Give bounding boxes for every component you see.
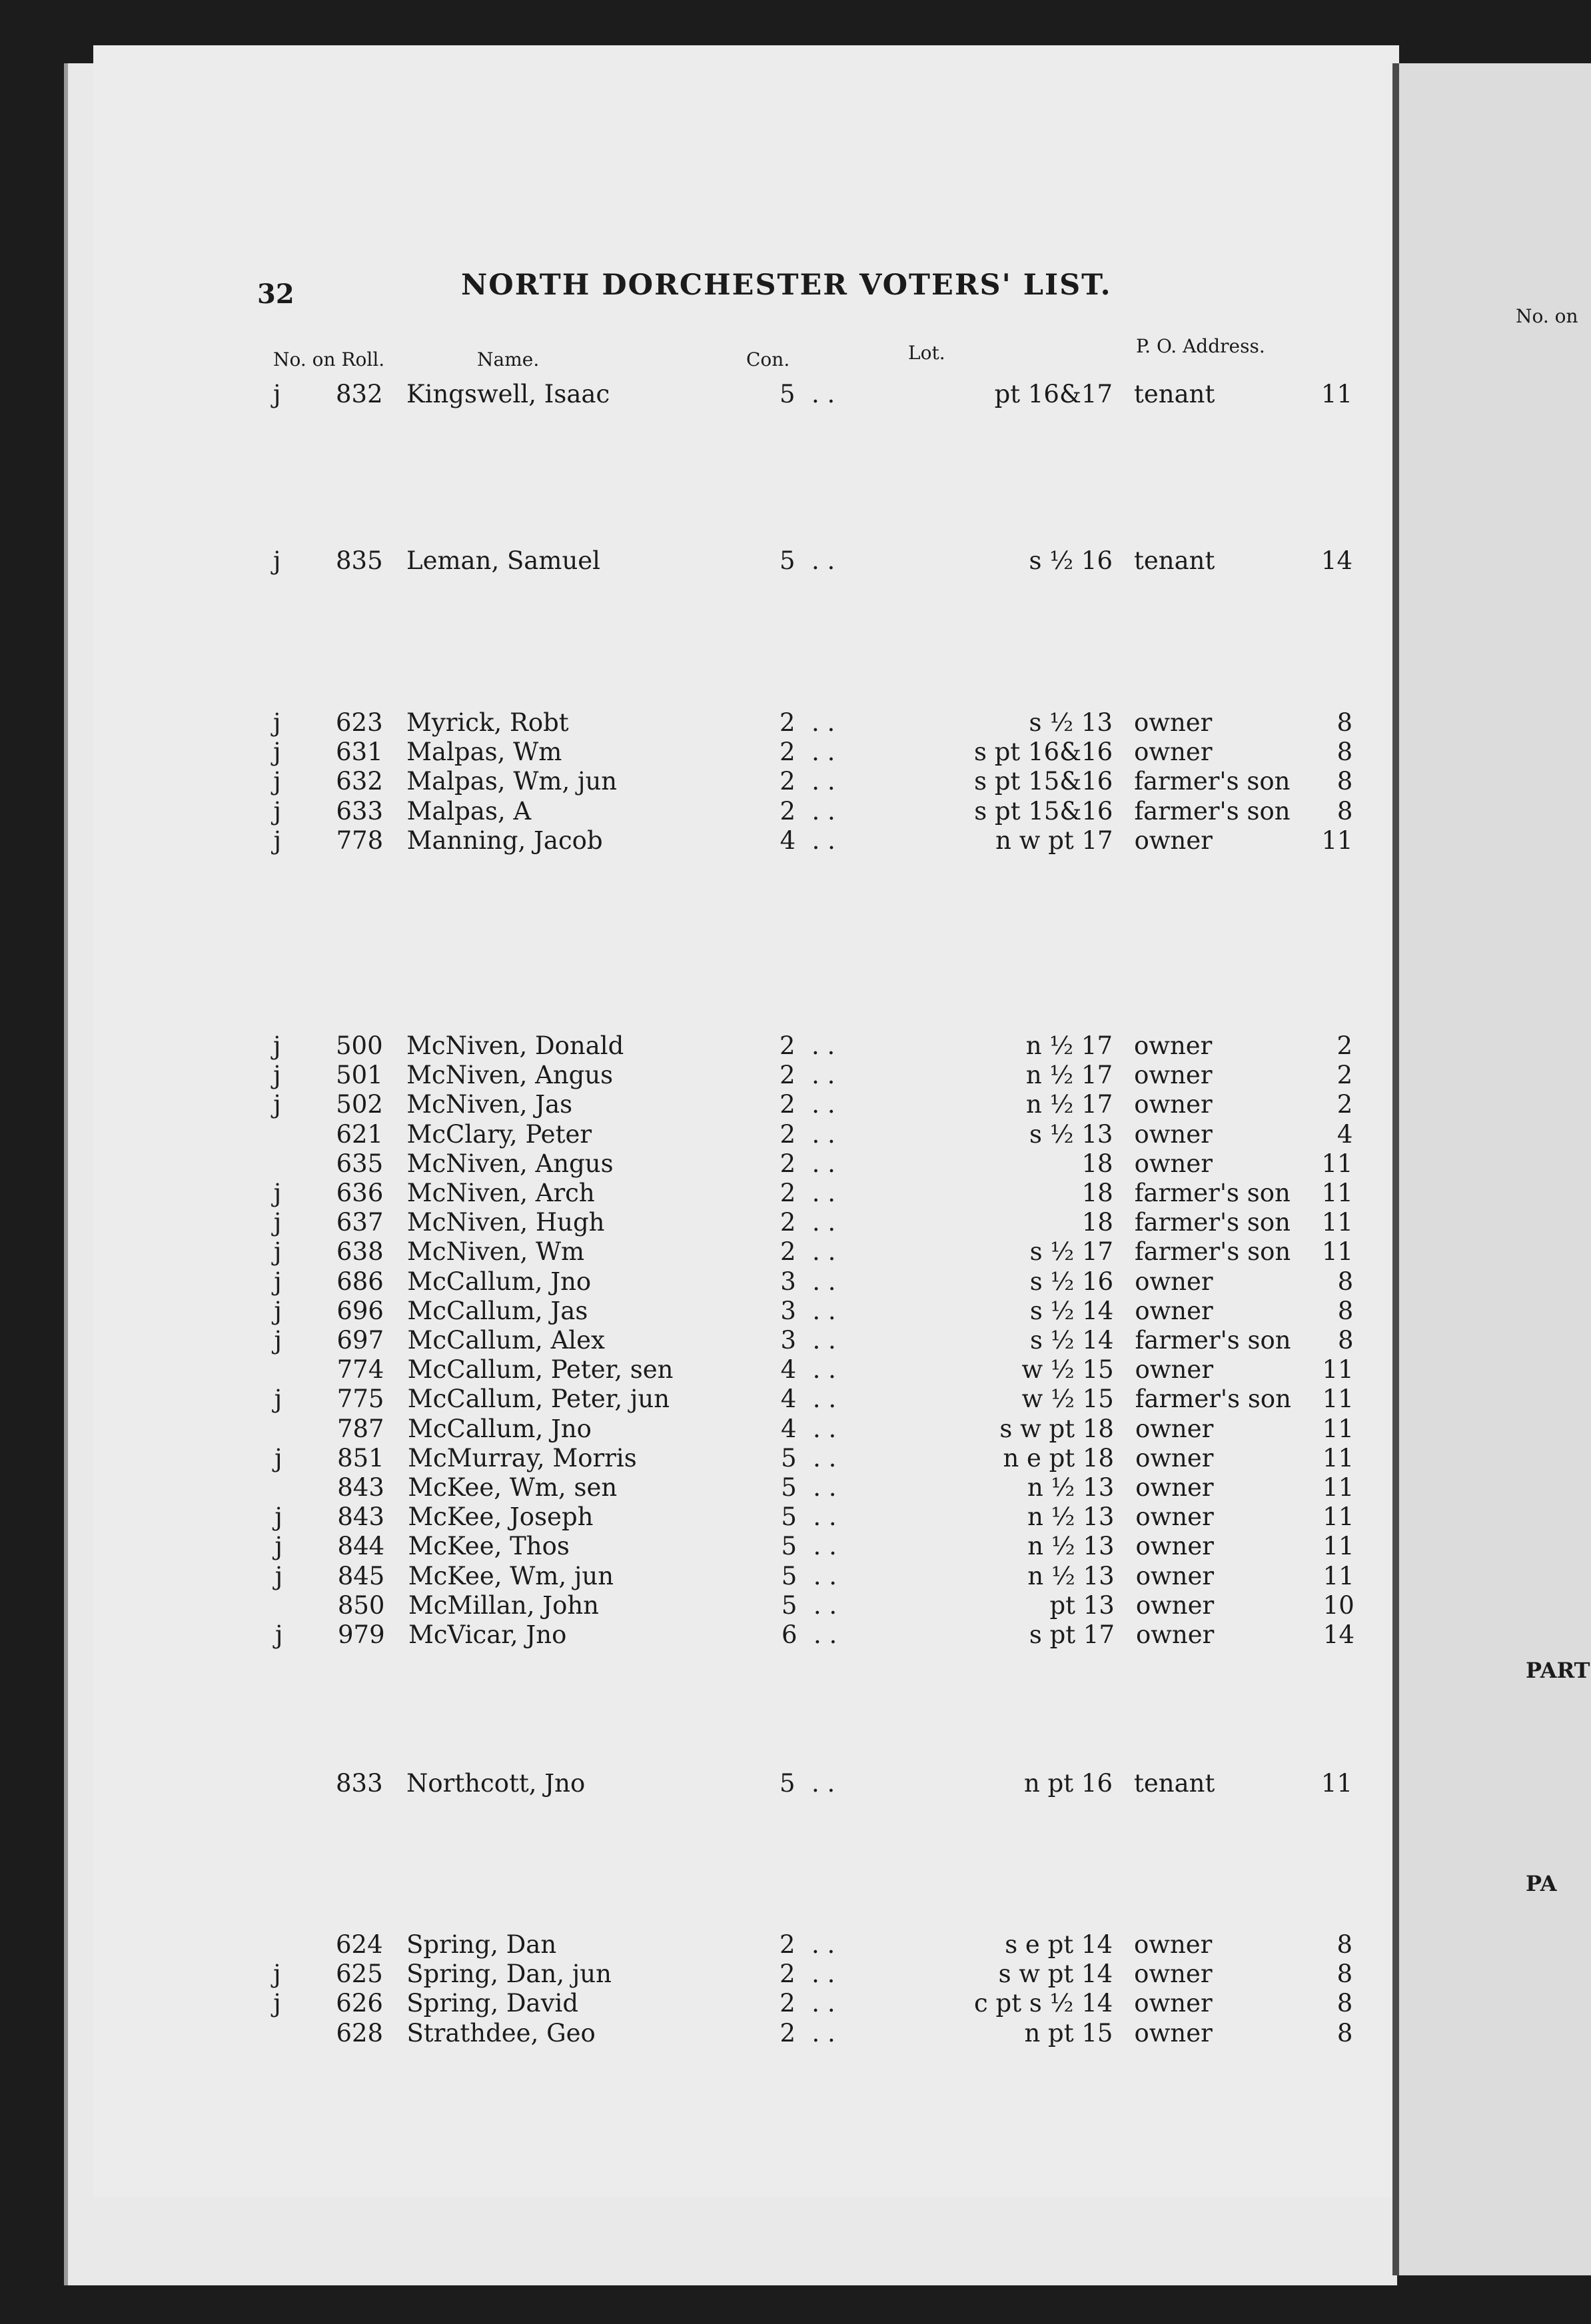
voter-status: owner	[1135, 1590, 1215, 1620]
voter-name: McMurray, Morris	[408, 1443, 637, 1472]
leader-dots: . .	[811, 380, 835, 408]
voter-roll-number: 844	[337, 1532, 385, 1561]
voter-concession: 5	[781, 1590, 797, 1620]
voter-lot: s ½ 17	[1029, 1237, 1114, 1267]
leader-dots: . .	[812, 1414, 837, 1443]
voter-mark: j	[273, 1031, 281, 1060]
voter-roll-number: 632	[336, 767, 383, 796]
voter-mark: j	[273, 796, 281, 826]
voter-status: owner	[1135, 1502, 1214, 1532]
voter-name: McMillan, John	[408, 1590, 600, 1620]
voter-po-address: 11	[1323, 1473, 1354, 1502]
right-page-pa-heading: PA	[1526, 1871, 1557, 1896]
voter-roll-number: 775	[336, 1385, 384, 1414]
voter-name: Malpas, Wm, jun	[406, 767, 618, 796]
voter-lot: pt 13	[1049, 1590, 1115, 1620]
voter-mark: j	[273, 738, 281, 767]
voter-concession: 2	[780, 1989, 796, 2018]
voter-po-address: 8	[1337, 1267, 1354, 1296]
voter-row	[274, 1179, 1353, 1208]
voter-name: Spring, Dan, jun	[406, 1960, 612, 1989]
voter-concession: 4	[780, 826, 796, 855]
voter-lot: s pt 16&16	[973, 738, 1113, 767]
voter-row	[273, 1090, 1352, 1119]
voter-lot: c pt s ½ 14	[974, 1989, 1113, 2018]
voter-status: owner	[1135, 1296, 1213, 1325]
voter-concession: 3	[780, 1296, 796, 1325]
voter-po-address: 11	[1322, 1385, 1354, 1414]
voter-mark: j	[274, 1443, 282, 1472]
voter-concession: 4	[780, 1414, 797, 1443]
voter-roll-number: 635	[336, 1149, 384, 1178]
voter-lot: n ½ 13	[1027, 1473, 1115, 1502]
voter-mark: j	[273, 826, 282, 855]
column-header-roll: No. on Roll.	[273, 348, 385, 370]
voter-mark: j	[274, 1385, 282, 1414]
voter-lot: n ½ 13	[1027, 1502, 1115, 1532]
voter-row	[274, 1208, 1353, 1237]
voter-roll-number: 628	[336, 2018, 384, 2047]
voter-roll-number: 623	[336, 708, 383, 737]
voter-concession: 2	[780, 738, 796, 767]
voter-lot: n ½ 17	[1025, 1061, 1113, 1090]
voter-concession: 2	[780, 1119, 796, 1149]
voter-roll-number: 979	[338, 1620, 385, 1649]
voter-row	[274, 1237, 1353, 1267]
voter-name: Manning, Jacob	[406, 826, 603, 855]
voter-lot: s pt 15&16	[974, 767, 1113, 796]
voter-roll-number: 637	[336, 1208, 384, 1237]
voter-mark: j	[274, 1296, 282, 1325]
voter-row	[275, 1532, 1354, 1561]
leader-dots: . .	[811, 2018, 835, 2047]
voter-row	[273, 1061, 1352, 1090]
voter-lot: 18	[1081, 1149, 1113, 1178]
voter-lot: s pt 15&16	[974, 796, 1113, 826]
voter-row	[274, 1385, 1354, 1414]
voter-concession: 2	[780, 1179, 796, 1207]
voter-roll-number: 500	[336, 1031, 383, 1060]
voter-po-address: 8	[1336, 2018, 1353, 2047]
voter-lot: n ½ 13	[1027, 1561, 1115, 1590]
voter-po-address: 11	[1323, 1443, 1354, 1472]
voter-name: McNiven, Hugh	[406, 1208, 605, 1237]
voter-lot: w ½ 15	[1021, 1385, 1114, 1414]
voter-roll-number: 624	[336, 1930, 383, 1959]
voter-po-address: 8	[1336, 1930, 1352, 1959]
leader-dots: . .	[811, 1031, 835, 1060]
voter-row	[274, 1267, 1353, 1297]
leader-dots: . .	[812, 1267, 836, 1296]
voter-lot: n pt 15	[1024, 2018, 1113, 2047]
voter-po-address: 8	[1336, 738, 1353, 767]
voter-lot: pt 16&17	[994, 380, 1113, 408]
voter-status: farmer's son	[1134, 767, 1291, 796]
voter-status: owner	[1135, 1355, 1213, 1385]
voter-name: Malpas, Wm	[406, 738, 562, 767]
voter-concession: 4	[780, 1385, 797, 1414]
voter-concession: 2	[780, 1031, 796, 1060]
voter-po-address: 4	[1336, 1119, 1353, 1149]
voter-concession: 5	[780, 380, 796, 408]
voter-status: owner	[1135, 1443, 1214, 1472]
voter-po-address: 8	[1336, 796, 1353, 826]
voter-po-address: 14	[1323, 1620, 1354, 1649]
page-title: NORTH DORCHESTER VOTERS' LIST.	[461, 269, 1112, 302]
voter-lot: n e pt 18	[1003, 1443, 1115, 1472]
voter-mark: j	[274, 1267, 282, 1296]
voter-mark: j	[273, 546, 281, 575]
voter-status: owner	[1134, 1930, 1213, 1959]
right-page-header: No. on	[1516, 305, 1578, 327]
voter-status: owner	[1134, 738, 1213, 767]
voter-status: owner	[1135, 1473, 1214, 1502]
page-number: 32	[257, 279, 294, 310]
voter-po-address: 8	[1337, 1326, 1354, 1355]
voter-lot: s pt 17	[1029, 1620, 1115, 1649]
voter-mark: j	[273, 1061, 281, 1090]
voter-lot: w ½ 15	[1021, 1355, 1114, 1385]
voter-status: owner	[1135, 1532, 1214, 1561]
column-header-lot: Lot.	[908, 342, 945, 364]
leader-dots: . .	[813, 1502, 837, 1532]
voter-concession: 2	[780, 1930, 796, 1959]
voter-name: Kingswell, Isaac	[406, 380, 610, 408]
voter-status: farmer's son	[1135, 1326, 1291, 1355]
voter-roll-number: 686	[336, 1267, 384, 1296]
voter-mark: j	[273, 1208, 282, 1237]
voter-po-address: 11	[1323, 1561, 1354, 1590]
voter-name: McNiven, Angus	[406, 1149, 614, 1178]
voter-concession: 2	[780, 1149, 796, 1178]
voter-row	[273, 767, 1352, 796]
voter-name: Leman, Samuel	[406, 546, 601, 575]
voter-concession: 2	[780, 767, 796, 796]
voter-status: farmer's son	[1134, 1208, 1291, 1237]
voter-row	[274, 1444, 1354, 1473]
voter-lot: s w pt 14	[998, 1960, 1113, 1989]
voter-roll-number: 850	[337, 1590, 385, 1620]
voter-lot: n ½ 17	[1025, 1031, 1113, 1060]
voter-mark: j	[274, 1326, 282, 1355]
voter-row	[274, 1297, 1353, 1326]
voter-status: owner	[1135, 1414, 1214, 1443]
voter-po-address: 11	[1321, 1179, 1353, 1207]
voter-status: tenant	[1134, 546, 1215, 575]
column-header-name: Name.	[477, 348, 540, 370]
voter-status: farmer's son	[1134, 796, 1291, 826]
voter-po-address: 11	[1321, 380, 1352, 408]
voter-lot: s ½ 16	[1029, 1267, 1114, 1296]
voter-mark: j	[274, 1237, 282, 1267]
voter-row	[274, 1326, 1354, 1355]
voter-lot: n pt 16	[1024, 1769, 1113, 1798]
voter-mark: j	[273, 1179, 282, 1207]
voter-name: McKee, Joseph	[408, 1502, 594, 1532]
voter-name: Myrick, Robt	[406, 708, 569, 737]
voter-status: owner	[1134, 708, 1213, 737]
leader-dots: . .	[812, 1237, 836, 1267]
leader-dots: . .	[811, 796, 835, 826]
voter-lot: s ½ 14	[1030, 1326, 1114, 1355]
voter-po-address: 11	[1321, 1149, 1353, 1178]
voter-roll-number: 502	[336, 1090, 383, 1119]
leader-dots: . .	[811, 1090, 835, 1119]
voter-concession: 2	[780, 1208, 796, 1237]
voter-mark: j	[274, 1532, 283, 1561]
voter-name: McNiven, Angus	[406, 1061, 614, 1090]
voter-status: owner	[1134, 1031, 1213, 1060]
voter-row	[273, 738, 1352, 767]
voter-name: Spring, Dan	[406, 1930, 557, 1959]
voter-concession: 5	[781, 1473, 797, 1502]
voter-row	[275, 1591, 1354, 1620]
voter-roll-number: 832	[336, 380, 383, 408]
voter-status: owner	[1134, 1149, 1213, 1178]
voter-roll-number: 774	[336, 1355, 384, 1385]
voter-row	[273, 1031, 1352, 1061]
leader-dots: . .	[811, 1149, 835, 1178]
voter-row	[273, 1930, 1352, 1960]
voter-po-address: 10	[1323, 1590, 1354, 1620]
voter-lot: s e pt 14	[1005, 1930, 1113, 1959]
voter-roll-number: 787	[336, 1414, 384, 1443]
voter-po-address: 8	[1336, 1960, 1353, 1989]
voter-roll-number: 626	[336, 1989, 383, 2018]
voter-lot: s ½ 13	[1029, 708, 1113, 737]
voter-name: McKee, Wm, jun	[408, 1561, 614, 1590]
voter-lot: s ½ 14	[1029, 1296, 1114, 1325]
leader-dots: . .	[813, 1443, 837, 1472]
leader-dots: . .	[813, 1473, 837, 1502]
leader-dots: . .	[811, 546, 835, 575]
voter-row	[273, 546, 1352, 576]
leader-dots: . .	[811, 1960, 835, 1989]
voter-row	[273, 2019, 1352, 2048]
voter-name: Spring, David	[406, 1989, 579, 2018]
voter-name: McKee, Wm, sen	[408, 1473, 618, 1502]
voter-mark: j	[273, 1960, 281, 1989]
voter-mark: j	[273, 708, 281, 737]
voter-name: McNiven, Arch	[406, 1179, 595, 1207]
voter-roll-number: 835	[336, 546, 383, 575]
voter-status: owner	[1134, 1119, 1213, 1149]
voter-name: McCallum, Jas	[407, 1296, 588, 1325]
column-header-address: P. O. Address.	[1136, 335, 1265, 357]
voter-roll-number: 851	[337, 1443, 384, 1472]
voter-status: owner	[1134, 1090, 1213, 1119]
leader-dots: . .	[813, 1590, 837, 1620]
voter-lot: n ½ 17	[1026, 1090, 1113, 1119]
voter-status: owner	[1134, 826, 1213, 855]
voter-name: McKee, Thos	[408, 1532, 570, 1561]
voter-row	[274, 1502, 1354, 1532]
voter-concession: 5	[781, 1502, 797, 1532]
voter-status: tenant	[1134, 380, 1215, 408]
voter-status: farmer's son	[1135, 1385, 1291, 1414]
voter-status: owner	[1134, 1960, 1213, 1989]
voter-mark: j	[275, 1620, 283, 1649]
voter-po-address: 8	[1336, 1989, 1353, 2018]
voter-concession: 2	[780, 1237, 796, 1267]
voter-name: Northcott, Jno	[406, 1769, 586, 1798]
leader-dots: . .	[811, 1930, 835, 1959]
voter-status: farmer's son	[1135, 1237, 1291, 1267]
leader-dots: . .	[811, 1061, 835, 1090]
leader-dots: . .	[811, 1119, 835, 1149]
voter-status: owner	[1135, 1267, 1213, 1296]
voter-roll-number: 636	[336, 1179, 384, 1207]
leader-dots: . .	[812, 1385, 837, 1414]
voter-po-address: 11	[1321, 1208, 1353, 1237]
leader-dots: . .	[811, 1179, 836, 1207]
leader-dots: . .	[811, 1769, 835, 1798]
voter-po-address: 11	[1323, 1532, 1354, 1561]
leader-dots: . .	[812, 1296, 836, 1325]
voter-row	[273, 708, 1352, 738]
voter-status: owner	[1134, 2018, 1213, 2047]
voter-name: McCallum, Peter, jun	[407, 1385, 670, 1414]
voter-concession: 6	[782, 1620, 797, 1649]
voter-row	[274, 1415, 1354, 1444]
voter-status: owner	[1136, 1620, 1215, 1649]
voter-row	[275, 1620, 1354, 1650]
voter-row	[274, 1149, 1353, 1179]
voter-roll-number: 631	[336, 738, 383, 767]
voter-po-address: 11	[1321, 1237, 1354, 1267]
voter-po-address: 8	[1336, 767, 1353, 796]
voter-roll-number: 833	[336, 1769, 383, 1798]
voter-roll-number: 845	[337, 1561, 385, 1590]
right-page-part-heading: PART	[1526, 1658, 1590, 1683]
voter-mark: j	[273, 1989, 281, 2018]
voter-name: McClary, Peter	[406, 1119, 592, 1149]
voter-roll-number: 621	[336, 1119, 384, 1149]
voter-status: farmer's son	[1134, 1179, 1291, 1207]
voter-name: McVicar, Jno	[408, 1620, 567, 1649]
voter-po-address: 11	[1321, 1769, 1352, 1798]
leader-dots: . .	[813, 1532, 837, 1561]
voter-row	[275, 1562, 1354, 1591]
voter-row	[273, 1960, 1352, 1989]
voter-row	[273, 1989, 1352, 2018]
voter-roll-number: 625	[336, 1960, 383, 1989]
voter-row	[274, 1355, 1354, 1385]
voter-roll-number: 843	[337, 1502, 385, 1532]
voter-roll-number: 638	[336, 1237, 384, 1267]
leader-dots: . .	[811, 1208, 836, 1237]
voter-name: McCallum, Peter, sen	[407, 1355, 674, 1385]
voter-status: tenant	[1134, 1769, 1215, 1798]
leader-dots: . .	[811, 1989, 835, 2018]
voter-lot: 18	[1081, 1208, 1113, 1237]
voter-lot: 18	[1081, 1179, 1113, 1207]
leader-dots: . .	[811, 767, 835, 796]
voter-row	[273, 380, 1352, 409]
voter-po-address: 11	[1321, 826, 1353, 855]
leader-dots: . .	[813, 1620, 837, 1649]
voter-concession: 4	[780, 1355, 797, 1385]
voter-row	[273, 797, 1352, 826]
voter-po-address: 14	[1321, 546, 1352, 575]
voter-mark: j	[274, 1561, 283, 1590]
voter-mark: j	[273, 767, 281, 796]
voter-status: owner	[1134, 1061, 1213, 1090]
voter-name: McNiven, Jas	[406, 1090, 573, 1119]
voter-concession: 3	[780, 1326, 797, 1355]
voter-lot: n w pt 17	[995, 826, 1113, 855]
voter-roll-number: 697	[336, 1326, 384, 1355]
voter-concession: 2	[780, 796, 796, 826]
voter-roll-number: 633	[336, 796, 384, 826]
voter-roll-number: 843	[337, 1473, 384, 1502]
voter-concession: 2	[780, 708, 796, 737]
voter-concession: 2	[780, 1061, 796, 1090]
voter-concession: 5	[780, 546, 796, 575]
voter-lot: s ½ 13	[1029, 1119, 1113, 1149]
column-header-con: Con.	[746, 348, 790, 370]
voter-name: Strathdee, Geo	[406, 2018, 596, 2047]
voter-roll-number: 778	[336, 826, 384, 855]
voter-status: owner	[1134, 1989, 1213, 2018]
leader-dots: . .	[811, 826, 835, 855]
voter-mark: j	[273, 380, 281, 408]
voter-name: McNiven, Donald	[406, 1031, 624, 1060]
voter-row	[273, 1120, 1352, 1149]
voter-roll-number: 696	[336, 1296, 384, 1325]
voter-concession: 3	[780, 1267, 796, 1296]
voter-po-address: 8	[1336, 708, 1352, 737]
voter-concession: 5	[781, 1443, 797, 1472]
voter-lot: n ½ 13	[1027, 1532, 1115, 1561]
voter-concession: 5	[780, 1769, 796, 1798]
leader-dots: . .	[812, 1355, 836, 1385]
voter-mark: j	[273, 1090, 281, 1119]
voter-concession: 2	[780, 2018, 796, 2047]
voter-lot: s w pt 18	[999, 1414, 1114, 1443]
voter-row	[274, 826, 1353, 856]
voter-concession: 5	[781, 1532, 797, 1561]
voter-name: McCallum, Jno	[407, 1414, 592, 1443]
voter-lot: s ½ 16	[1029, 546, 1113, 575]
voter-po-address: 11	[1323, 1502, 1354, 1532]
voter-po-address: 11	[1322, 1414, 1354, 1443]
voter-status: owner	[1135, 1561, 1215, 1590]
voter-po-address: 2	[1336, 1061, 1353, 1090]
voter-name: McCallum, Jno	[407, 1267, 592, 1296]
voter-mark: j	[274, 1502, 282, 1532]
leader-dots: . .	[813, 1561, 837, 1590]
voter-concession: 5	[781, 1561, 797, 1590]
voter-name: McNiven, Wm	[407, 1237, 585, 1267]
leader-dots: . .	[811, 708, 835, 737]
leader-dots: . .	[811, 738, 835, 767]
voter-row	[273, 1769, 1352, 1798]
voter-concession: 2	[780, 1090, 796, 1119]
voter-row	[274, 1473, 1354, 1502]
voter-po-address: 8	[1337, 1296, 1354, 1325]
voter-po-address: 11	[1322, 1355, 1354, 1385]
voter-roll-number: 501	[336, 1061, 383, 1090]
voter-name: McCallum, Alex	[407, 1326, 605, 1355]
voter-concession: 2	[780, 1960, 796, 1989]
voter-po-address: 2	[1336, 1031, 1352, 1060]
voter-po-address: 2	[1336, 1090, 1353, 1119]
voter-name: Malpas, A	[406, 796, 532, 826]
leader-dots: . .	[812, 1326, 836, 1355]
